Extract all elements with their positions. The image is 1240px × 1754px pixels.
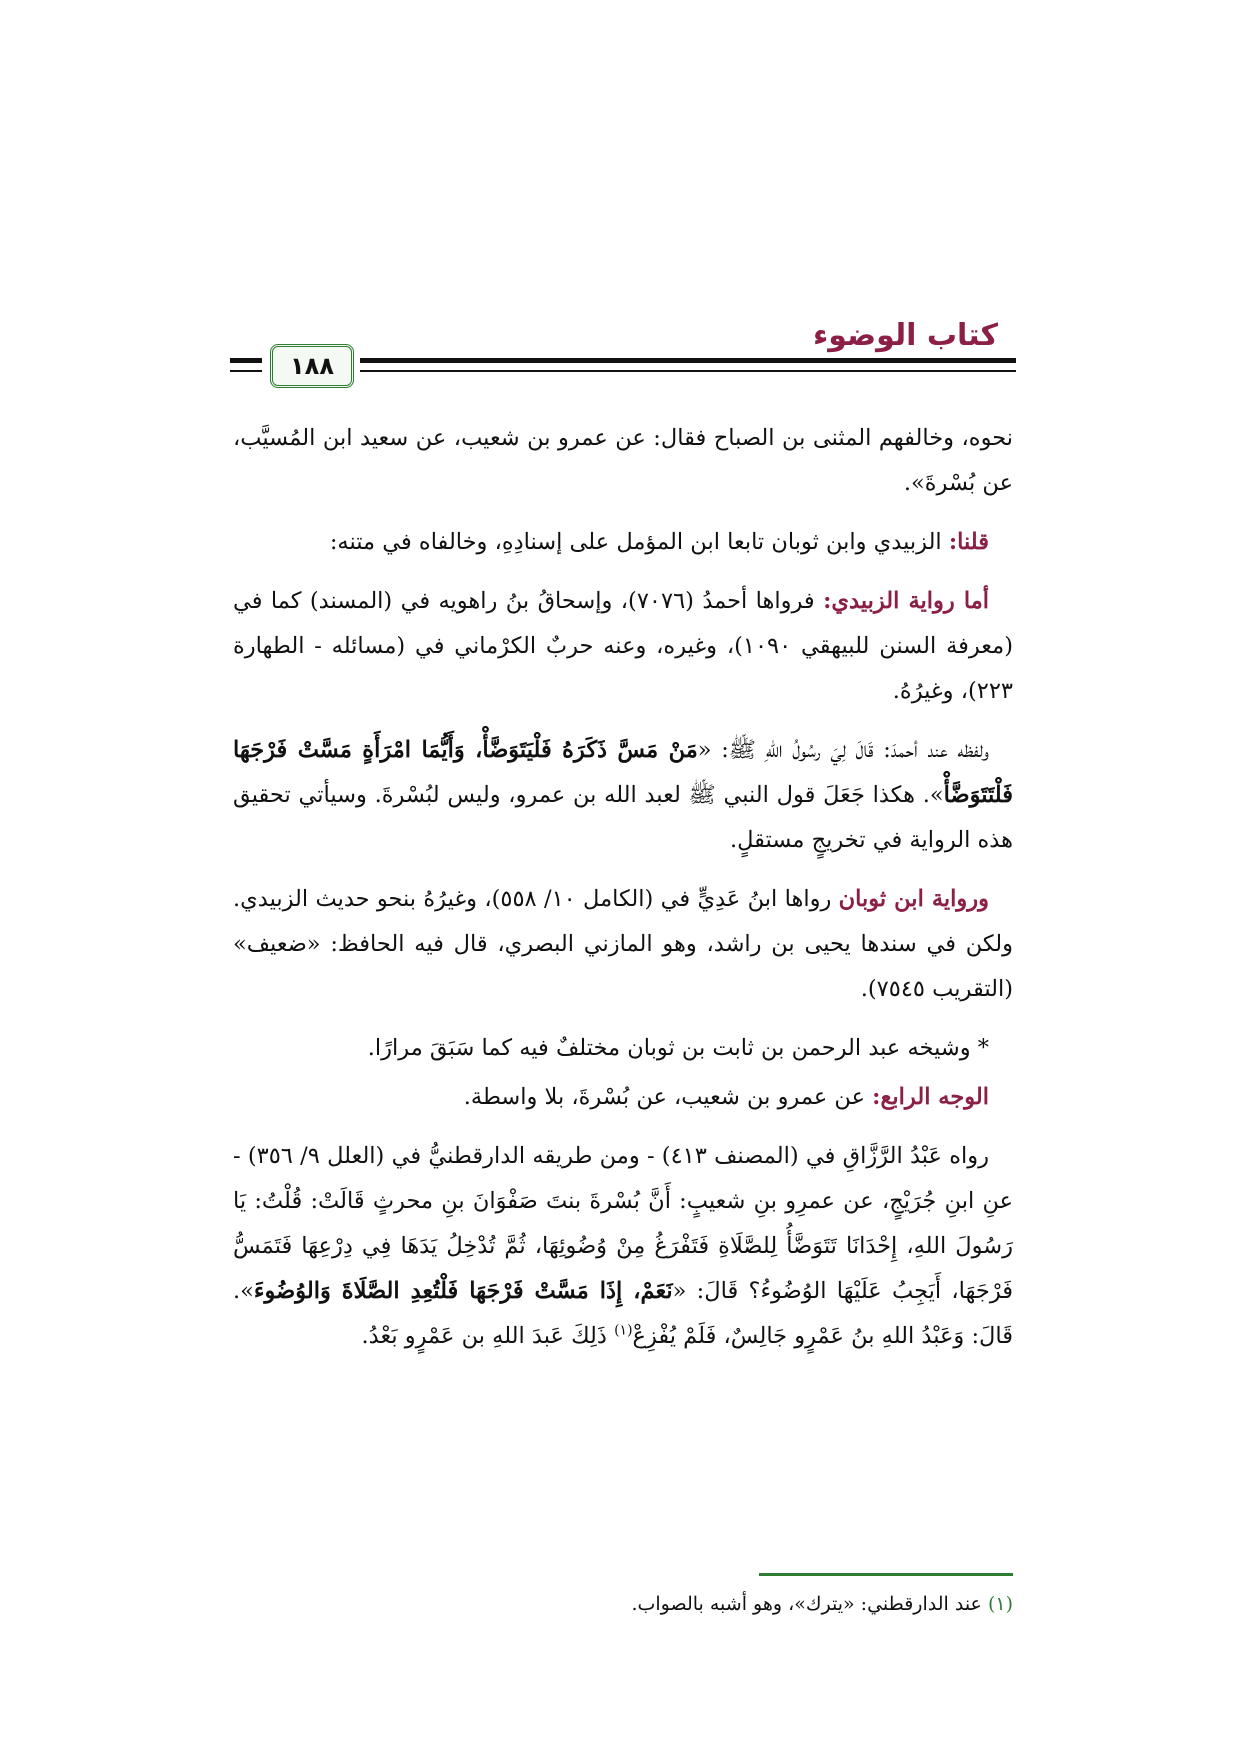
paragraph-4-b: ». هكذا جَعَلَ قول النبي ﷺ لعبد الله بن عمرو، وليس لبُسْرةَ. وسيأتي تحقيق هذه الرواية في تخريجٍ مستقلٍ. [233, 782, 1013, 853]
hadith-text-1: مَنْ مَسَّ ذَكَرَهُ فَلْيَتَوَضَّأْ، وَأَيُّمَا امْرَأَةٍ مَسَّتْ فَرْجَهَا فَلْتَتَوَضَّأْ [233, 737, 1013, 808]
paragraph-8-b: ». قَالَ: وَعَبْدُ اللهِ بنُ عَمْرٍو جَالِسٌ، فَلَمْ يُفْزِعْ [233, 1278, 1013, 1349]
paragraph-6: * وشيخه عبد الرحمن بن ثابت بن ثوبان مختلفٌ فيه كما سَبَقَ مرارًا. [367, 1035, 989, 1061]
footnote-number: (١) [987, 1593, 1013, 1615]
paragraph-5 [233, 877, 1013, 1012]
fourth-aspect-label: الوجه الرابع: [872, 1084, 989, 1110]
paragraph-3-text: فرواها أحمدُ (٧٠٧٦)، وإسحاقُ بنُ راهويه في (المسند) كما في (معرفة السنن للبيهقي ١٠٩٠)، وغيره، وعنه حربٌ الكرْماني في (مسائله - الطهارة ٢٢٣)، وغيرُهُ. [233, 588, 1013, 704]
page-number-badge: ١٨٨ [270, 344, 354, 388]
paragraph-4-a: ولفظه عند أحمدَ: قَالَ لِيَ رسُولُ اللهِ ﷺ: « [697, 737, 989, 763]
footnote [233, 1586, 1013, 1622]
paragraph-5-text: رواها ابنُ عَدِيٍّ في (الكامل ١٠/ ٥٥٨)، وغيرُهُ بنحو حديث الزبيدي. ولكن في سندها يحيى بن راشد، وهو المازني البصري، قال فيه الحافظ: «ضعيف» (التقريب ٧٥٤٥). [233, 886, 1013, 1002]
header-rule-thick [360, 358, 1016, 363]
book-title: كتاب الوضوء [812, 318, 998, 353]
paragraph-2 [233, 520, 1013, 565]
paragraph-2-text: الزبيدي وابن ثوبان تابعا ابن المؤمل على إسنادِهِ، وخالفاه في متنه: [329, 529, 949, 555]
footnote-divider [759, 1573, 1013, 1576]
qulna-label: قلنا: [948, 529, 989, 555]
paragraph-8 [233, 1134, 1013, 1359]
header-rule-thin [360, 370, 1016, 372]
hadith-text-2: نَعَمْ، إِذَا مَسَّتْ فَرْجَهَا فَلْتُعِدِ الصَّلَاةَ وَالوُضُوءَ [253, 1278, 673, 1304]
footnote-ref: (١) [614, 1322, 633, 1339]
main-text [233, 416, 1013, 1359]
paragraph-3 [233, 579, 1013, 714]
page-header [230, 318, 1016, 394]
paragraph-7-text: عن عمرو بن شعيب، عن بُسْرةَ، بلا واسطة. [463, 1084, 873, 1110]
paragraph-8-a: رواه عَبْدُ الرَّزَّاقِ في (المصنف ٤١٣) - ومن طريقه الدارقطنيُّ في (العلل ٩/ ٣٥٦) - عنِ ابنِ جُرَيْجٍ، عن عمرِو بنِ شعيبٍ: أَنَّ بُسْرةَ بنتَ صَفْوَانَ بنِ محرثٍ قَالَتْ: قُلْتُ: يَا رَسُولَ اللهِ، إِحْدَانَا تَتَوَضَّأُ لِلصَّلَاةِ فَتَفْرَغُ مِنْ وُضُوئِهَا، ثُمَّ تُدْخِلُ يَدَهَا فِي دِرْعِهَا فَتَمَسُّ فَرْجَهَا، أَيَجِبُ عَلَيْهَا الوُضُوءُ؟ قَالَ: « [233, 1143, 1013, 1304]
zubaydi-label: أما رواية الزبيدي: [823, 588, 989, 614]
header-rule-left-thin [230, 370, 262, 372]
footnote-text: عند الدارقطني: «يترك»، وهو أشبه بالصواب. [631, 1593, 988, 1615]
paragraph-4 [233, 728, 1013, 863]
paragraph-7 [233, 1075, 1013, 1120]
ibn-thawban-label: ورواية ابن ثوبان [838, 886, 989, 912]
header-rule-left-thick [230, 358, 262, 363]
paragraph-8-c: ذَلِكَ عَبدَ اللهِ بن عَمْرٍو بَعْدُ. [361, 1323, 615, 1349]
paragraph-1: نحوه، وخالفهم المثنى بن الصباح فقال: عن عمرو بن شعيب، عن سعيد ابن المُسيَّب، عن بُسْرةَ». [233, 425, 1013, 496]
